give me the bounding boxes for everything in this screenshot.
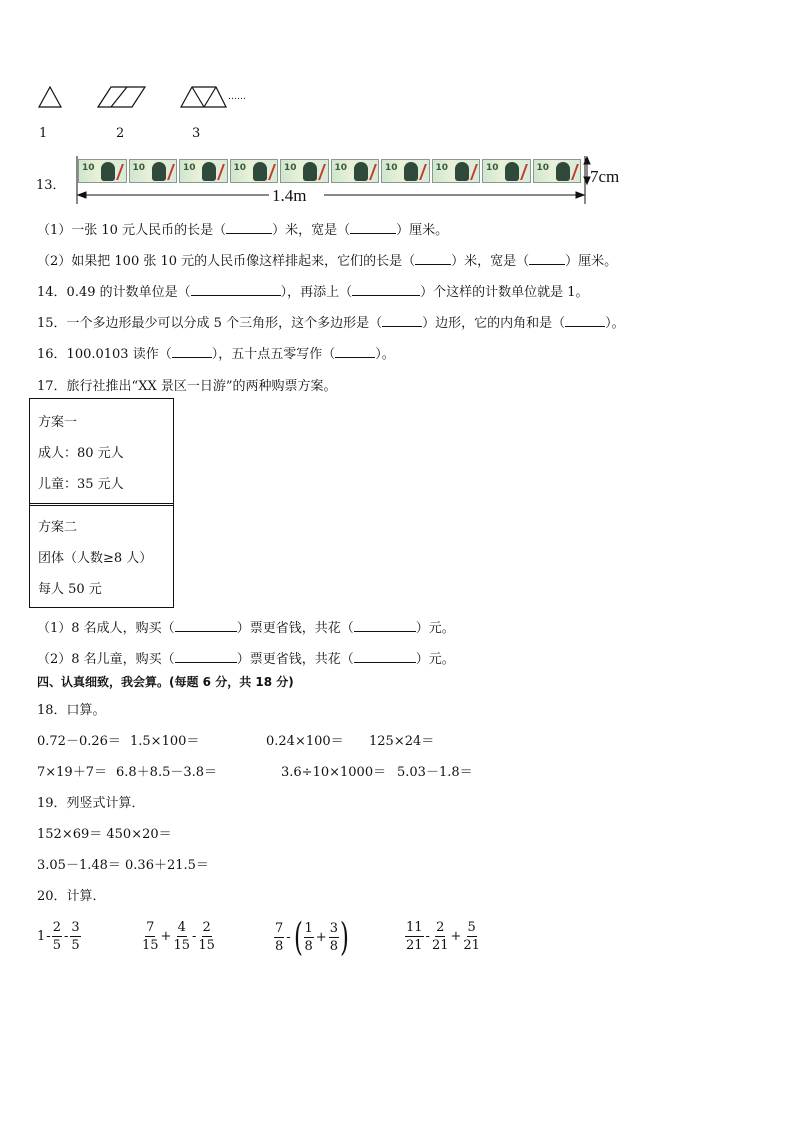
q13-sub2-blank-length[interactable] xyxy=(415,252,451,265)
q18-r2-c3: 3.6÷10×1000＝ xyxy=(281,765,387,780)
q20-expr-1: 1- $\frac{2}{5}$ - $\frac{3}{5}$ xyxy=(37,920,80,953)
q19-row2: 3.05－1.48＝ 0.36＋21.5＝ xyxy=(37,858,209,873)
q13-sub2-blank-width[interactable] xyxy=(529,252,565,265)
q15-blank-angle-sum[interactable] xyxy=(565,314,605,327)
plan2-title: 方案二 xyxy=(38,520,78,535)
fraction: $\frac{2}{15}$ xyxy=(198,920,215,953)
banknote: 10 xyxy=(482,159,531,183)
fraction: $\frac{3}{8}$ xyxy=(329,920,338,954)
triangle-pattern-figure xyxy=(36,84,236,110)
fraction: $\frac{7}{15}$ xyxy=(142,920,159,953)
banknote: 10 xyxy=(280,159,329,183)
section-4-title: 四、认真细致，我会算。(每题 6 分，共 18 分) xyxy=(37,675,294,689)
q17-stem: 17．旅行社推出“XX 景区一日游”的两种购票方案。 xyxy=(37,379,337,394)
q17-sub2: （2）8 名儿童，购买（ ）票更省钱，共花（ ）元。 xyxy=(37,652,455,667)
fraction: $\frac{11}{21}$ xyxy=(406,920,423,953)
q20-stem: 20．计算． xyxy=(37,889,106,904)
q17-sub1-blank-plan[interactable] xyxy=(175,619,237,632)
fraction: $\frac{2}{5}$ xyxy=(52,920,61,953)
shape-label-1: 1 xyxy=(39,126,48,141)
q20-expr-2: $\frac{7}{15}$ + $\frac{4}{15}$ - $\frac{2}{15}$ xyxy=(142,920,215,953)
plan1-child-price: 儿童：35 元人 xyxy=(38,477,124,492)
question-15: 15．一个多边形最少可以分成 5 个三角形，这个多边形是（ ）边形，它的内角和是（ ）。 xyxy=(37,316,625,331)
question-14: 14．0.49 的计数单位是（ ），再添上（ ）个这样的计数单位就是 1。 xyxy=(37,285,589,300)
q19-row1: 152×69＝ 450×20＝ xyxy=(37,827,172,842)
q18-r1-c2: 1.5×100＝ xyxy=(130,734,200,749)
q14-blank-unit[interactable] xyxy=(191,283,281,296)
q18-stem: 18．口算。 xyxy=(37,703,106,718)
trapezoid-3 xyxy=(181,87,226,107)
parallelogram-2 xyxy=(98,87,145,107)
fraction: $\frac{3}{5}$ xyxy=(71,920,80,953)
q17-sub2-blank-cost[interactable] xyxy=(354,650,416,663)
parallelogram-2-divider xyxy=(111,87,127,107)
plan2-box xyxy=(29,503,174,608)
plan2-price: 每人 50 元 xyxy=(38,582,102,597)
triangle-1 xyxy=(39,87,61,107)
q18-r2-c1: 7×19＋7＝ xyxy=(37,765,107,780)
banknote: 10 xyxy=(331,159,380,183)
q17-sub2-blank-plan[interactable] xyxy=(175,650,237,663)
q20-expr-3: $\frac{7}{8}$ -( $\frac{1}{8}$ + $\frac{3}{8}$ ) xyxy=(275,915,349,959)
q13-length-label: 1.4m xyxy=(272,186,307,205)
q18-r1-c1: 0.72－0.26＝ xyxy=(37,734,121,749)
banknote: 10 xyxy=(533,159,582,183)
fraction: $\frac{1}{8}$ xyxy=(304,920,313,954)
q15-blank-polygon[interactable] xyxy=(382,314,422,327)
q18-r2-c4: 5.03－1.8＝ xyxy=(397,765,473,780)
shape-label-2: 2 xyxy=(116,126,125,141)
q16-blank-write[interactable] xyxy=(335,345,375,358)
banknote: 10 xyxy=(381,159,430,183)
fraction: $\frac{7}{8}$ xyxy=(275,920,284,954)
q17-sub1-blank-cost[interactable] xyxy=(354,619,416,632)
banknote: 10 xyxy=(179,159,228,183)
plan1-adult-price: 成人：80 元人 xyxy=(38,446,124,461)
q19-stem: 19．列竖式计算． xyxy=(37,796,145,811)
question-16: 16．100.0103 读作（ ），五十点五零写作（ ）。 xyxy=(37,347,395,362)
plan1-title: 方案一 xyxy=(38,415,78,430)
q13-sub1-blank-length[interactable] xyxy=(226,221,272,234)
q18-r1-c3: 0.24×100＝ xyxy=(266,734,344,749)
q16-blank-read[interactable] xyxy=(172,345,212,358)
banknote: 10 xyxy=(129,159,178,183)
shape-label-3: 3 xyxy=(192,126,201,141)
plan1-box xyxy=(29,398,174,506)
q20-expr-4: $\frac{11}{21}$ - $\frac{2}{21}$ + $\frac{5}{21}$ xyxy=(406,920,480,953)
banknote: 10 xyxy=(78,159,127,183)
q13-sub2: （2）如果把 100 张 10 元的人民币像这样排起来，它们的长是（ ）米，宽是（ ）厘米。 xyxy=(37,254,618,269)
q17-sub1: （1）8 名成人，购买（ ）票更省钱，共花（ ）元。 xyxy=(37,621,455,636)
q13-number: 13． xyxy=(36,178,66,193)
shape-ellipsis: …… xyxy=(228,92,246,102)
banknote: 10 xyxy=(432,159,481,183)
plan2-group-condition: 团体（人数≥8 人） xyxy=(38,551,153,566)
q18-r2-c2: 6.8＋8.5－3.8＝ xyxy=(116,765,218,780)
q13-sub1: （1）一张 10 元人民币的长是（ ）米，宽是（ ）厘米。 xyxy=(37,223,449,238)
fraction: $\frac{5}{21}$ xyxy=(463,920,480,953)
fraction: $\frac{4}{15}$ xyxy=(173,920,190,953)
fraction: $\frac{2}{21}$ xyxy=(431,920,449,953)
dimension-lines xyxy=(74,154,594,210)
q18-r1-c4: 125×24＝ xyxy=(369,734,435,749)
q13-width-label: 7cm xyxy=(590,167,620,186)
q14-blank-count[interactable] xyxy=(352,283,420,296)
banknote: 10 xyxy=(230,159,279,183)
q13-sub1-blank-width[interactable] xyxy=(350,221,396,234)
